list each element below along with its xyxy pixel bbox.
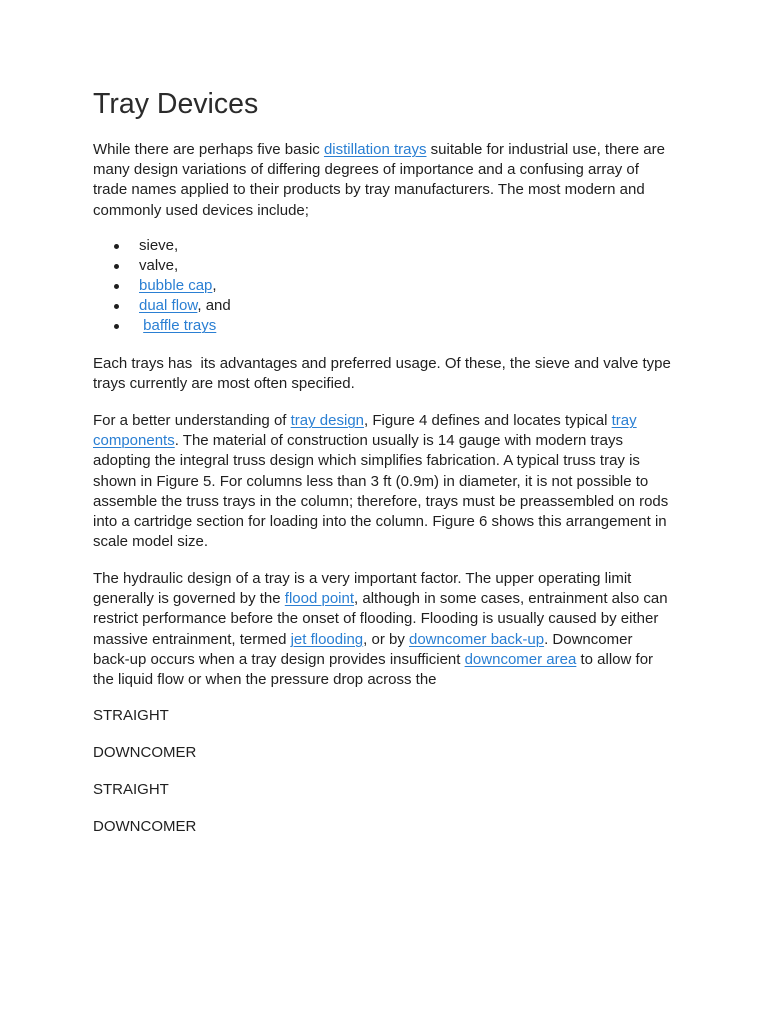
bullet-icon — [114, 324, 119, 329]
downcomer-back-up-link[interactable]: downcomer back-up — [409, 630, 545, 648]
bubble-cap-link[interactable]: bubble cap — [139, 277, 213, 295]
hydraulic-text-1: The hydraulic design of a tray is a very important factor. The upper operating limit generally is governed by the — [93, 570, 632, 608]
intro-text-2: suitable for industrial use, there are many design variations of differing degrees of importance and a confusing array of trade names applied to their products by tray manufacturers. The most modern and commonly used devices include; — [93, 141, 665, 219]
list-item-bubble-cap — [93, 276, 231, 296]
hydraulic-text-5: to allow for the liquid flow or when the pressure drop across the — [93, 650, 654, 689]
hydraulic-text-4: . Downcomer back-up occurs when a tray design provides insufficient — [93, 630, 633, 668]
bullet-icon — [114, 284, 119, 289]
label-straight: STRAIGHT — [93, 707, 169, 724]
design-text-2: , Figure 4 defines and locates typical — [364, 412, 612, 429]
intro-text-1: While there are perhaps five basic — [93, 141, 324, 158]
page-title: Tray Devices — [93, 88, 259, 120]
tray-design-paragraph — [93, 411, 673, 552]
list-item-dual-flow — [93, 296, 231, 316]
dual-flow-link[interactable]: dual flow — [139, 297, 198, 315]
baffle-trays-link[interactable]: baffle trays — [143, 317, 217, 335]
tray-components-link[interactable]: tray components — [93, 412, 637, 450]
distillation-trays-link[interactable]: distillation trays — [323, 141, 427, 158]
list-item-suffix: , — [212, 277, 217, 295]
bullet-icon — [114, 244, 119, 249]
bullet-icon — [114, 264, 119, 269]
tray-design-link[interactable]: tray design — [290, 412, 364, 429]
downcomer-area-link[interactable]: downcomer area — [464, 650, 577, 668]
list-item-suffix: , and — [197, 297, 231, 315]
flood-point-link[interactable]: flood point — [284, 590, 355, 608]
list-item-label: sieve, — [139, 237, 179, 254]
label-straight: STRAIGHT — [93, 781, 169, 798]
list-item-valve — [93, 256, 231, 276]
hydraulic-text-2: , although in some cases, entrainment also can restrict performance before the onset of flooding. Flooding is usually caused by either massive entrainment, termed — [93, 590, 668, 648]
list-item-sieve — [93, 236, 231, 256]
hydraulic-paragraph — [93, 569, 673, 690]
label-downcomer: DOWNCOMER — [93, 818, 197, 835]
intro-paragraph — [93, 140, 673, 221]
jet-flooding-link[interactable]: jet flooding — [290, 630, 364, 648]
list-item-label: valve, — [139, 257, 179, 275]
design-text-3: . The material of construction usually is 14 gauge with modern trays adopting the integral truss design which simplifies fabrication. A typical truss tray is shown in Figure 5. For columns less than 3 ft (0.9m) in diameter, it is not possible to assemble the truss trays in the column; therefore, trays must be preassembled on rods into a cartridge section for loading into the column. Figure 6 shows this arrangement in scale model size. — [93, 432, 669, 551]
list-item-baffle-trays — [93, 316, 231, 336]
label-downcomer: DOWNCOMER — [93, 744, 197, 761]
hydraulic-text-3: , or by — [363, 630, 409, 648]
advantages-paragraph: Each trays has its advantages and preferred usage. Of these, the sieve and valve type trays currently are most often specified. — [93, 355, 676, 393]
devices-list — [93, 236, 231, 336]
bullet-icon — [114, 304, 119, 309]
design-text-1: For a better understanding of — [93, 412, 291, 429]
